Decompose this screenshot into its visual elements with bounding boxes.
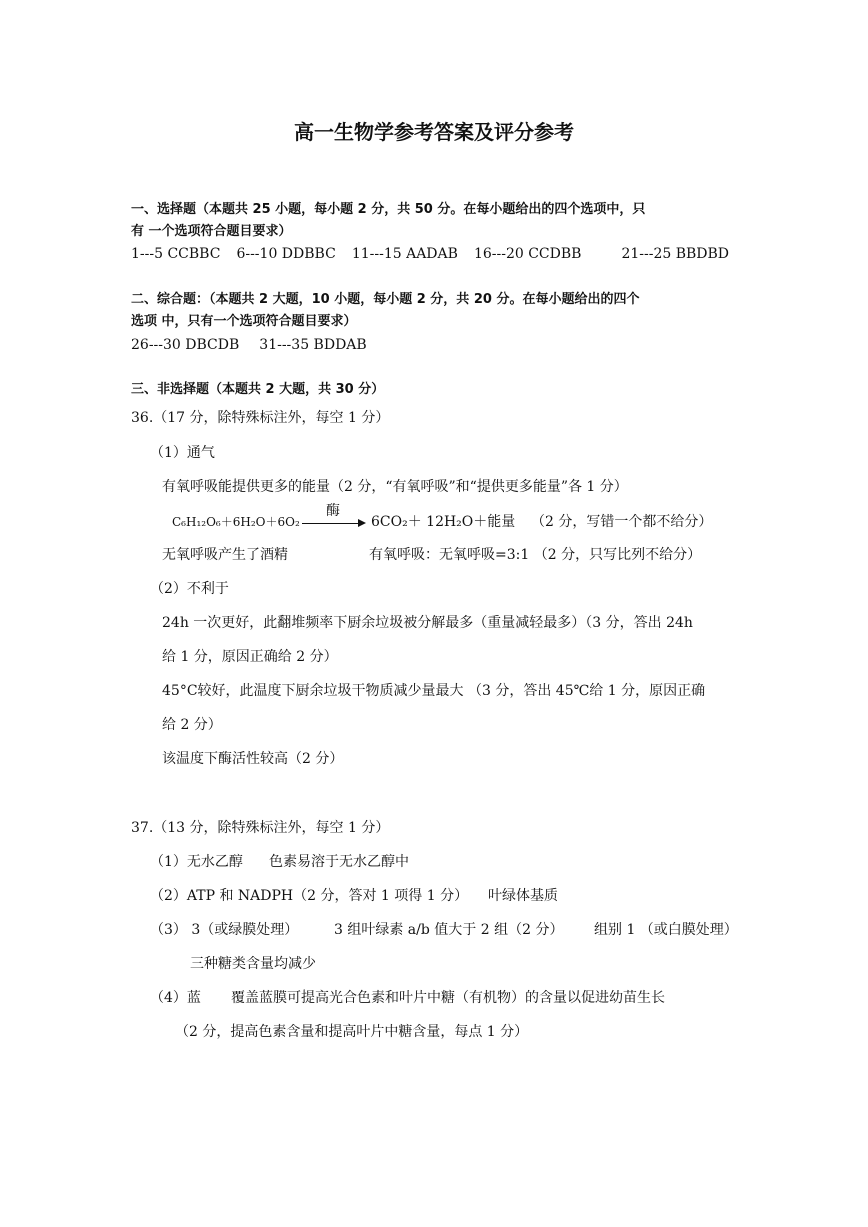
section3-heading: 三、非选择题（本题共 2 大题，共 30 分） <box>131 382 385 397</box>
q37-part3c: 组别 1 （或白膜处理） <box>594 922 738 938</box>
q36-part2-line2: 24h 一次更好，此翻堆频率下厨余垃圾被分解最多（重量减轻最多）（3 分，答出 24h <box>162 615 693 631</box>
answer-group: 1---5 CCBBC <box>131 246 221 262</box>
q37-part2b: 叶绿体基质 <box>488 888 558 904</box>
arrow-head-icon <box>358 519 366 527</box>
q36-part1-line2: 有氧呼吸能提供更多的能量（2 分，“有氧呼吸”和“提供更多能量”各 1 分） <box>162 479 628 495</box>
q36-part2-line5: 给 2 分） <box>162 717 222 733</box>
q36-part2-line3: 给 1 分，原因正确给 2 分） <box>162 649 338 665</box>
section2-heading-line2: 选项 中，只有一个选项符合题目要求） <box>131 314 357 329</box>
q37-part3a: （3） 3（或绿膜处理） <box>150 922 299 938</box>
answer-group: 31---35 BDDAB <box>259 337 367 353</box>
section1-heading-line1: 一、选择题（本题共 25 小题，每小题 2 分，共 50 分。在每小题给出的四个选项中，只 <box>131 202 646 217</box>
q36-part1-line4a: 无氧呼吸产生了酒精 <box>162 547 288 563</box>
answer-group: 11---15 AADAB <box>351 246 458 262</box>
q37-part4a: （4）蓝 <box>150 990 201 1006</box>
q37-part1b: 色素易溶于无水乙醇中 <box>269 854 409 870</box>
answer-group: 16---20 CCDBB <box>473 246 582 262</box>
q36-part2-line6: 该温度下酶活性较高（2 分） <box>162 751 344 767</box>
answer-group: 26---30 DBCDB <box>131 337 240 353</box>
q37-part4b: 覆盖蓝膜可提高光合色素和叶片中糖（有机物）的含量以促进幼苗生长 <box>231 990 665 1006</box>
section1-heading-line2: 有 一个选项符合题目要求） <box>131 224 292 239</box>
q37-part3-line2: 三种糖类含量均减少 <box>190 956 316 972</box>
q37-part3b: 3 组叶绿素 a/b 值大于 2 组（2 分） <box>334 922 564 938</box>
answer-group: 6---10 DDBBC <box>236 246 336 262</box>
q36-part2-label: （2）不利于 <box>150 581 229 597</box>
q36-part1-label: （1）通气 <box>150 445 215 461</box>
equation-left: C₆H₁₂O₆＋6H₂O＋6O₂ <box>172 515 300 529</box>
q36-header: 36.（17 分，除特殊标注外，每空 1 分） <box>131 410 390 426</box>
arrow-shaft <box>302 523 360 524</box>
q36-part1-line4b: 有氧呼吸：无氧呼吸=3:1 （2 分，只写比列不给分） <box>369 547 702 563</box>
q37-part2a: （2）ATP 和 NADPH（2 分，答对 1 项得 1 分） <box>150 888 469 904</box>
section2-heading-line1: 二、综合题：（本题共 2 大题，10 小题，每小题 2 分，共 20 分。在每小题给出的四个 <box>131 292 640 307</box>
page-title: 高一生物学参考答案及评分参考 <box>294 120 574 144</box>
equation-right: 6CO₂＋ 12H₂O＋能量 <box>371 514 516 530</box>
q37-header: 37.（13 分，除特殊标注外，每空 1 分） <box>131 820 390 836</box>
enzyme-label: 酶 <box>326 503 340 519</box>
equation-note: （2 分，写错一个都不给分） <box>531 514 713 530</box>
q37-part4-line2: （2 分，提高色素含量和提高叶片中糖含量，每点 1 分） <box>175 1024 529 1040</box>
section1-answers <box>131 244 729 264</box>
reaction-arrow <box>300 503 366 533</box>
section2-answers <box>131 335 367 355</box>
q37-part1a: （1）无水乙醇 <box>150 854 243 870</box>
q36-part2-line4: 45°C较好，此温度下厨余垃圾干物质减少量最大 （3 分，答出 45℃给 1 分，原因正确 <box>162 683 706 699</box>
answer-group: 21---25 BBDBD <box>621 246 730 262</box>
